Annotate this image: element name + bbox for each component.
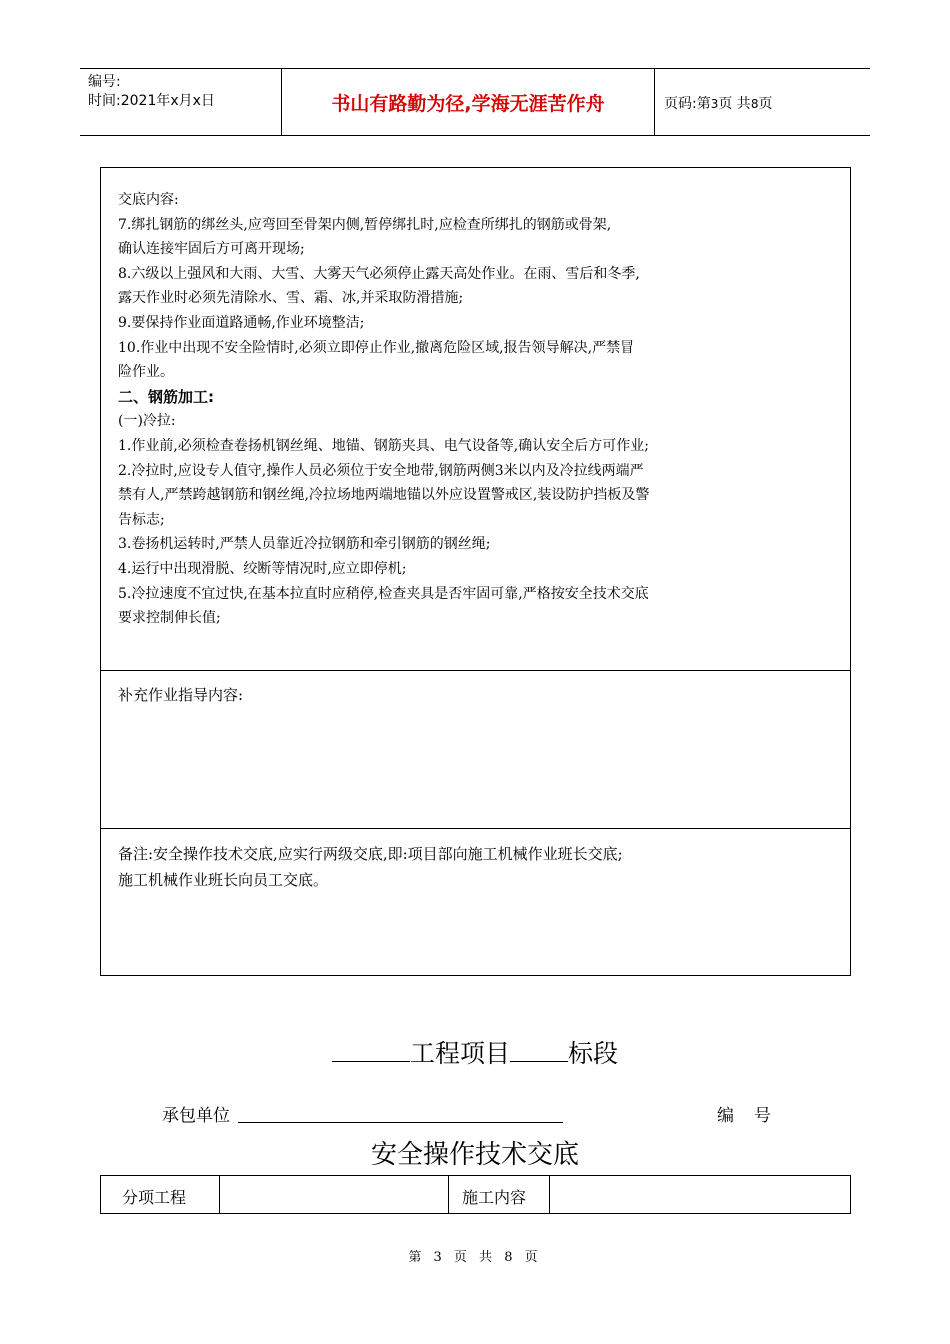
remarks-line: 施工机械作业班长向员工交底。 [118,871,329,889]
content-line: 险作业。 [118,364,174,381]
content-line: 禁有人,严禁跨越钢筋和钢丝绳,冷拉场地两端地锚以外应设置警戒区,装设防护挡板及警 [118,487,650,504]
blank-underline [510,1035,568,1062]
contractor-label: 承包单位 [162,1106,230,1126]
content-line: 5.冷拉速度不宜过快,在基本拉直时应稍停,检查夹具是否牢固可靠,严格按安全技术交底 [118,585,649,602]
number-label: 编号: [88,74,121,90]
cell-divider [219,1176,220,1213]
page-current: 3 [710,97,719,111]
page-total: 8 [750,97,759,111]
project-info-table [100,1175,851,1214]
page-prefix: 页码:第 [664,96,711,112]
content-line: 3.卷扬机运转时,严禁人员靠近冷拉钢筋和牵引钢筋的钢丝绳; [118,536,491,553]
content-line: 1.作业前,必须检查卷扬机钢丝绳、地锚、钢筋夹具、电气设备等,确认安全后方可作业; [118,437,649,454]
content-line: 要求控制伸长值; [118,610,221,627]
content-line: 8.六级以上强风和大雨、大雪、大雾天气必须停止露天高处作业。在雨、雪后和冬季, [118,265,640,282]
content-line: 露天作业时必须先清除水、雪、霜、冰,并采取防滑措施; [118,290,464,307]
section-heading: 二、钢筋加工: [118,387,214,406]
content-line: 告标志; [118,511,165,528]
page-footer: 第 3 页 共 8 页 [408,1250,542,1265]
content-line: 交底内容: [118,192,179,208]
content-line: 10.作业中出现不安全险情时,必须立即停止作业,撤离危险区域,报告领导解决,严禁冒 [118,339,635,356]
time-label: 时间:2021年x月x日 [88,93,215,109]
content-line: (一)冷拉: [118,413,176,430]
remarks-line: 备注:安全操作技术交底,应实行两级交底,即:项目部向施工机械作业班长交底; [118,845,623,863]
form-subtitle: 安全操作技术交底 [370,1140,579,1170]
content-line: 2.冷拉时,应设专人值守,操作人员必须位于安全地带,钢筋两侧3米以内及冷拉线两端严 [118,462,644,479]
page-mid: 页 共 [718,96,751,112]
content-line: 4.运行中出现滑脱、绞断等情况时,应立即停机; [118,560,407,577]
sub-project-label: 分项工程 [122,1188,187,1207]
header-table [80,68,870,136]
contractor-underline [238,1122,563,1123]
disclosure-content [118,188,834,631]
content-line: 确认连接牢固后方可离开现场; [118,241,305,258]
header-divider [654,69,655,135]
content-line: 9.要保持作业面道路通畅,作业环境整洁; [118,314,365,331]
disclosure-box [100,167,851,976]
cell-divider [549,1176,550,1213]
content-line: 7.绑扎钢筋的绑丝头,应弯回至骨架内侧,暂停绑扎时,应检查所绑扎的钢筋或骨架, [118,216,612,233]
work-content-label: 施工内容 [462,1188,527,1207]
header-left [88,73,215,111]
section-divider [101,828,850,829]
section-divider [101,670,850,671]
project-title [0,1034,950,1070]
slogan: 书山有路勤为径,学海无涯苦作舟 [331,92,605,115]
supplement-label: 补充作业指导内容: [118,686,244,704]
cell-divider [448,1176,449,1213]
project-title-part2: 标段 [568,1039,619,1068]
project-title-part1: 工程项目 [409,1039,510,1068]
form-number-label: 编号 [717,1106,791,1126]
page-suffix: 页 [758,96,773,112]
page-indicator [664,93,772,113]
blank-underline [332,1035,410,1062]
